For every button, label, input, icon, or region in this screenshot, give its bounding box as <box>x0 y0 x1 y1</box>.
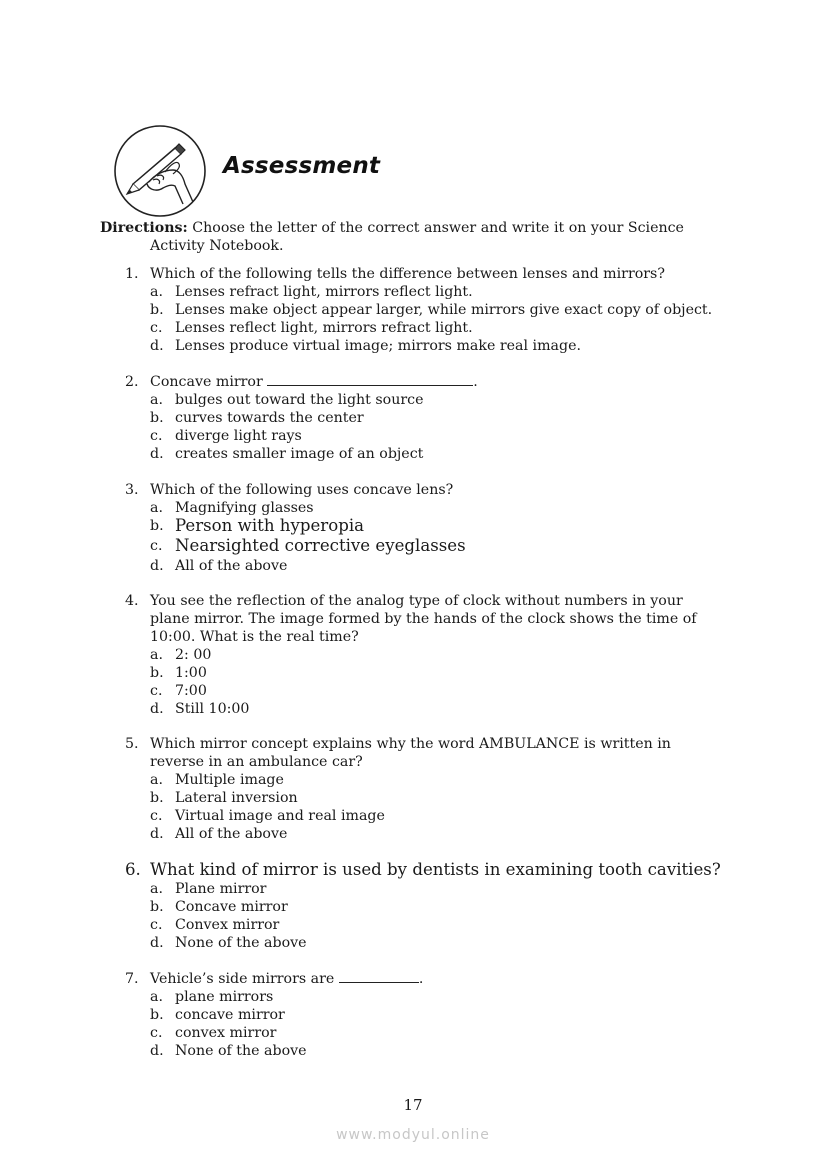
answer-option-d: d. Lenses produce virtual image; mirrors make real image. <box>150 338 581 354</box>
directions-label: Directions: <box>100 220 188 236</box>
question-5 <box>125 735 745 843</box>
answer-option-b: b. concave mirror <box>150 1007 285 1023</box>
answer-option-a: a. Multiple image <box>150 772 284 788</box>
answer-option-c: c. Lenses reflect light, mirrors refract light. <box>150 320 473 336</box>
answer-option-d: d. All of the above <box>150 558 288 574</box>
answer-blank <box>267 373 473 386</box>
answer-option-c: c. Convex mirror <box>150 917 280 933</box>
answer-option-d: d. None of the above <box>150 935 307 951</box>
watermark: www.modyul.online <box>336 1127 490 1143</box>
question-number: 1. <box>125 266 139 282</box>
answer-option-a: a. Lenses refract light, mirrors reflect light. <box>150 284 473 300</box>
question-1 <box>125 265 745 355</box>
question-4 <box>125 592 745 718</box>
answer-option-d: d. None of the above <box>150 1043 307 1059</box>
answer-option-b: b. curves towards the center <box>150 410 364 426</box>
question-number: 6. <box>125 860 141 879</box>
directions-text-line1: Choose the letter of the correct answer and write it on your Science <box>192 220 684 236</box>
directions-text-line2: Activity Notebook. <box>150 238 284 254</box>
question-3 <box>125 481 745 575</box>
directions <box>100 219 740 255</box>
question-stem-line-1: Which mirror concept explains why the word AMBULANCE is written in <box>150 736 671 752</box>
question-number: 4. <box>125 593 139 609</box>
answer-option-a: a. plane mirrors <box>150 989 274 1005</box>
answer-option-b: b. Lenses make object appear larger, while mirrors give exact copy of object. <box>150 302 713 318</box>
answer-option-a: a. 2: 00 <box>150 647 212 663</box>
question-2 <box>125 373 745 463</box>
question-number: 2. <box>125 374 139 390</box>
hand-writing-pencil-icon <box>113 124 207 218</box>
answer-option-a: a. bulges out toward the light source <box>150 392 424 408</box>
answer-option-c: c. diverge light rays <box>150 428 302 444</box>
answer-option-b: b. Lateral inversion <box>150 790 298 806</box>
answer-option-a: a. Magnifying glasses <box>150 500 314 516</box>
question-stem: What kind of mirror is used by dentists in examining tooth cavities? <box>150 860 721 879</box>
answer-option-c: c. Virtual image and real image <box>150 808 385 824</box>
question-6 <box>125 860 745 952</box>
question-stem: Which of the following tells the difference between lenses and mirrors? <box>150 266 665 282</box>
answer-option-a: a. Plane mirror <box>150 881 267 897</box>
answer-option-d: d. All of the above <box>150 826 288 842</box>
answer-option-b: b. 1:00 <box>150 665 207 681</box>
answer-option-d: d. creates smaller image of an object <box>150 446 424 462</box>
answer-option-c: c. 7:00 <box>150 683 207 699</box>
question-number: 3. <box>125 482 139 498</box>
question-stem-line-1: You see the reflection of the analog type of clock without numbers in your <box>150 593 683 609</box>
question-7 <box>125 970 745 1060</box>
answer-option-c: c. convex mirror <box>150 1025 277 1041</box>
question-stem-line-3: 10:00. What is the real time? <box>150 629 359 645</box>
page-number: 17 <box>403 1096 423 1114</box>
question-stem-line-2: plane mirror. The image formed by the hands of the clock shows the time of <box>150 611 697 627</box>
page-title: Assessment <box>223 153 381 179</box>
answer-option-b: b. Concave mirror <box>150 899 288 915</box>
question-stem-line-2: reverse in an ambulance car? <box>150 754 363 770</box>
answer-option-c: c. Nearsighted corrective eyeglasses <box>150 536 466 555</box>
question-stem: Vehicle’s side mirrors are . <box>150 971 424 987</box>
question-stem: Concave mirror . <box>150 374 478 390</box>
question-stem: Which of the following uses concave lens? <box>150 482 454 498</box>
answer-option-b: b. Person with hyperopia <box>150 516 365 535</box>
question-number: 7. <box>125 971 139 987</box>
question-number: 5. <box>125 736 139 752</box>
answer-blank <box>339 970 419 983</box>
answer-option-d: d. Still 10:00 <box>150 701 250 717</box>
